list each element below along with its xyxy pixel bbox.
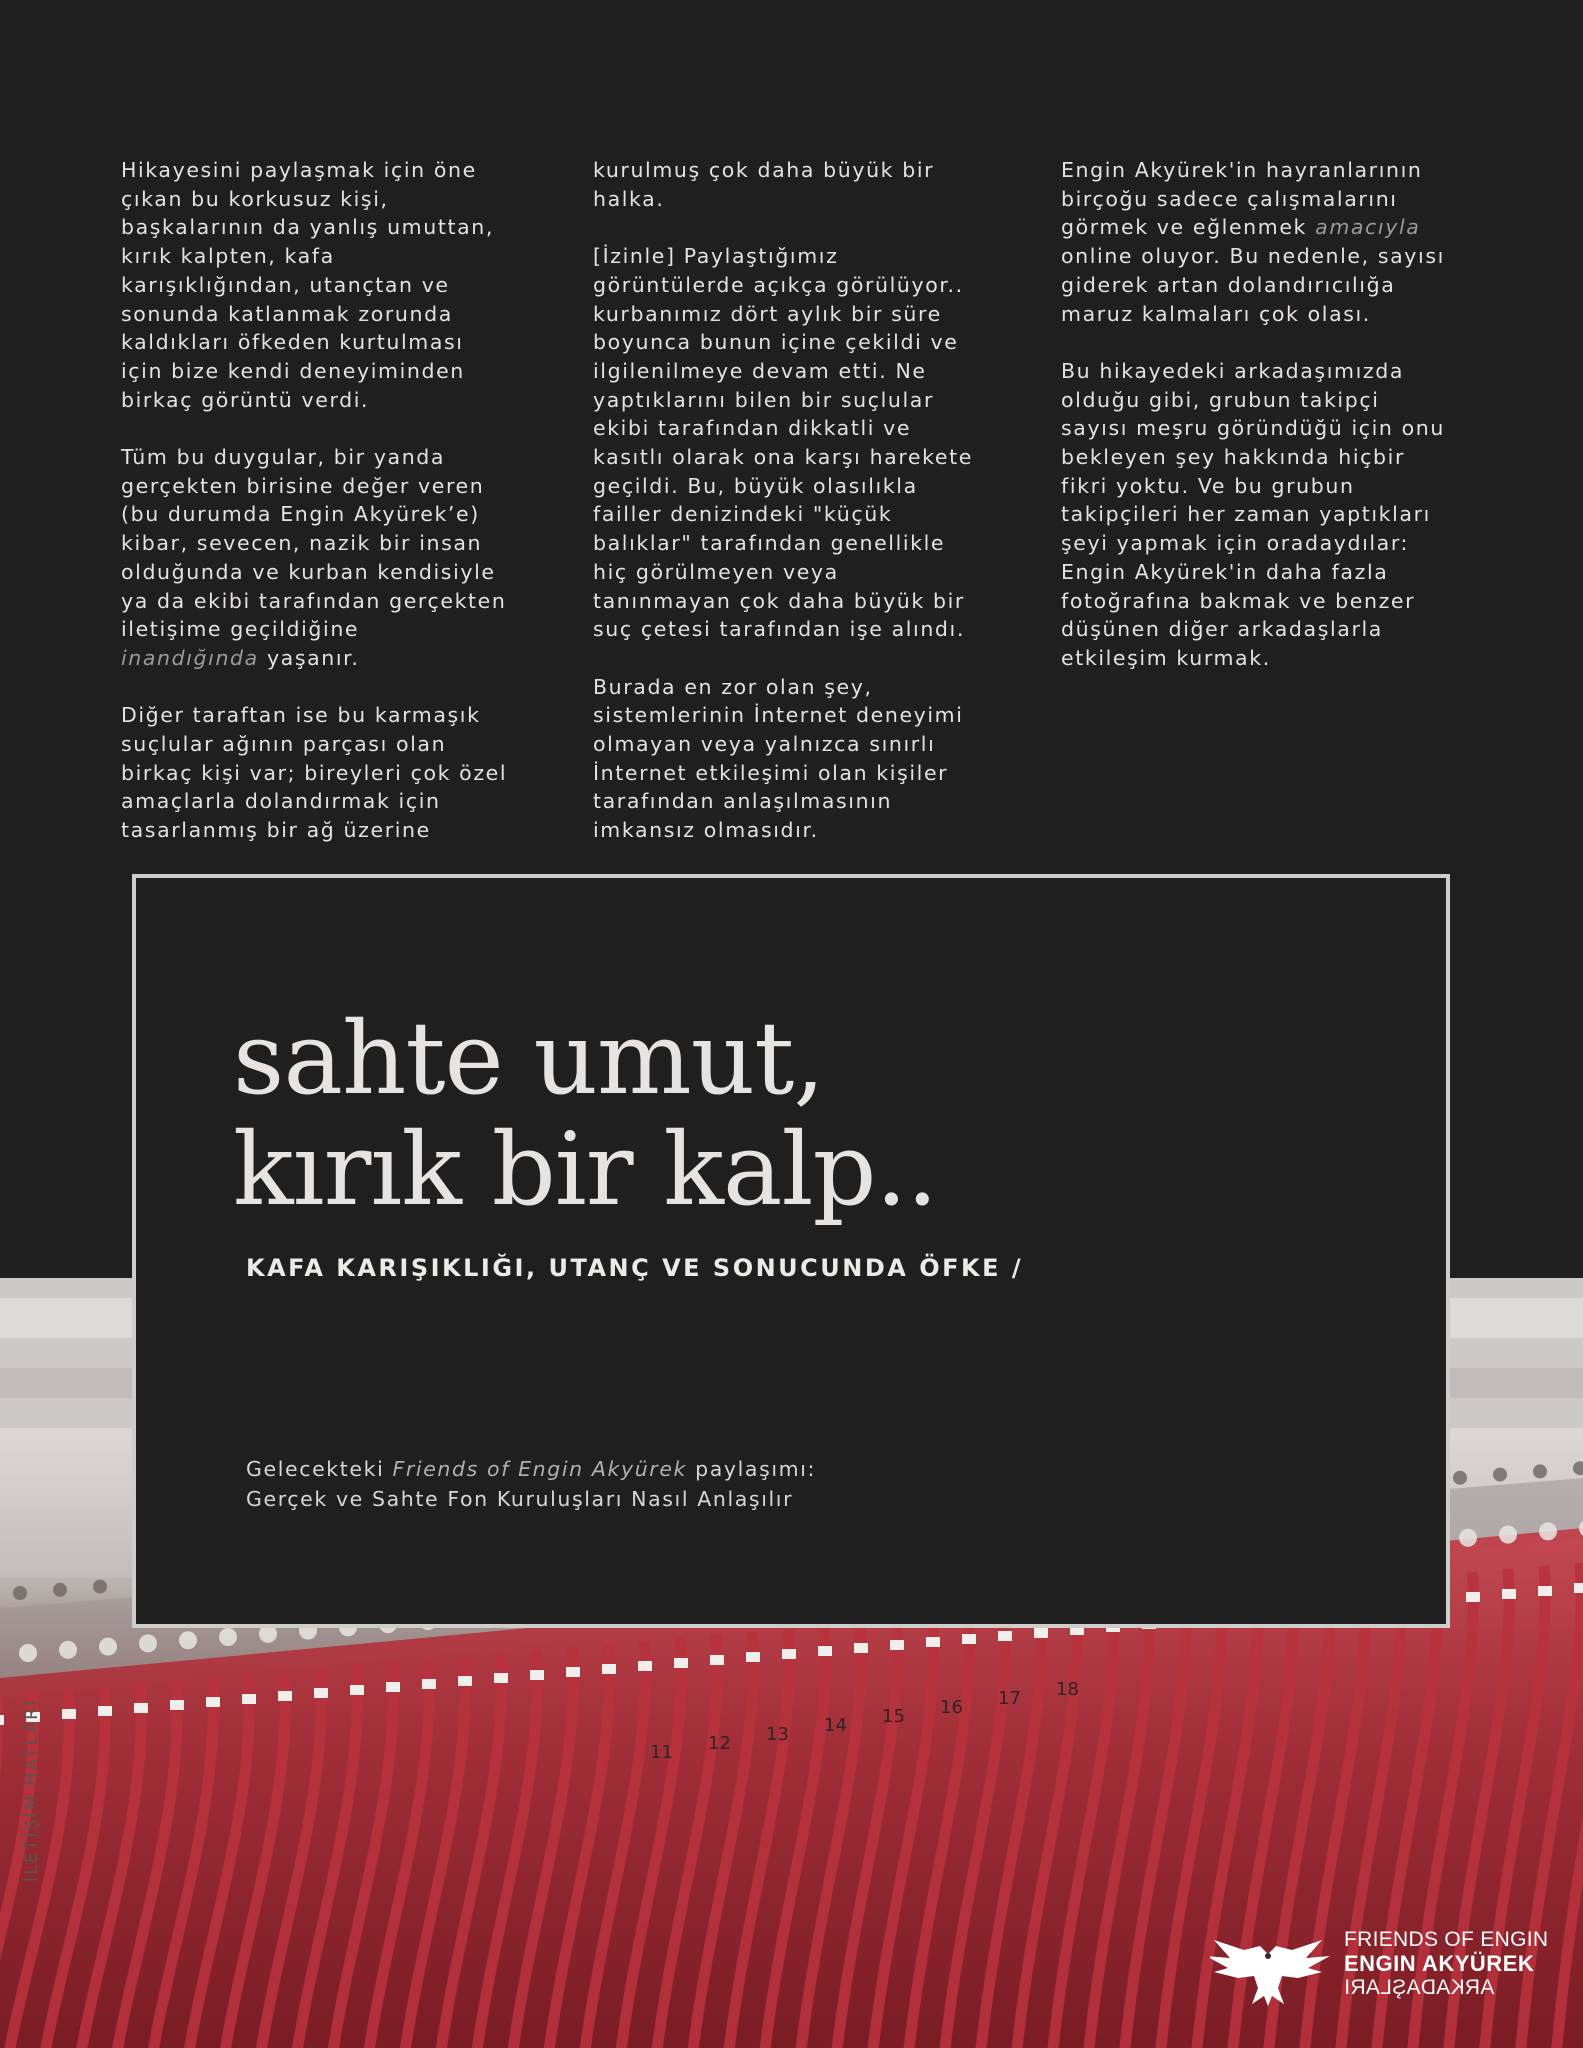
next-post-title: Gerçek ve Sahte Fon Kuruluşları Nasıl Anlaşılır <box>246 1487 794 1511</box>
cable-label-tag <box>134 1703 148 1713</box>
feature-subheading: KAFA KARIŞIKLIĞI, UTANÇ VE SONUCUNDA ÖFKE / <box>246 1254 1024 1282</box>
eagle-icon <box>1210 1926 1340 2008</box>
paragraph: Engin Akyürek'in hayranlarının birçoğu sadece çalışmalarını görmek ve eğlenmek amacıyla online oluyor. Bu nedenle, sayısı giderek artan dolandırıcılığa maruz kalmaları çok olası. <box>1061 158 1445 326</box>
paragraph: kurulmuş çok daha büyük bir halka. <box>593 158 935 211</box>
panel-port <box>1493 1468 1507 1482</box>
logo-line-1: FRIENDS OF ENGIN <box>1344 1928 1549 1951</box>
cable-label-tag <box>890 1640 904 1650</box>
cable-label-tag <box>530 1670 544 1680</box>
article-column-3 <box>1061 156 1476 701</box>
port-number: 13 <box>766 1724 789 1745</box>
cable-label-tag <box>314 1688 328 1698</box>
port-number: 18 <box>1056 1679 1079 1700</box>
cable-label-tag <box>638 1661 652 1671</box>
paragraph: Hikayesini paylaşmak için öne çıkan bu korkusuz kişi, başkalarının da yanlış umuttan, kırık kalpten, kafa karışıklığından, utançtan ve sonunda katlanmak zorunda kaldıkları öfkeden kurtulması için bize kendi deneyiminden birkaç görüntü verdi. <box>121 158 494 412</box>
panel-port <box>1539 1522 1557 1540</box>
panel-port <box>139 1634 157 1652</box>
cable-label-tag <box>458 1676 472 1686</box>
panel-port <box>13 1586 27 1600</box>
emphasis: amacıyla <box>1315 215 1421 240</box>
cable-label-tag <box>494 1673 508 1683</box>
cable-label-tag <box>422 1679 436 1689</box>
cable-label-tag <box>350 1685 364 1695</box>
port-number: 12 <box>708 1733 731 1754</box>
panel-port <box>1453 1471 1467 1485</box>
friends-of-engin-akyurek-logo <box>1210 1926 1550 2008</box>
port-number: 11 <box>650 1742 673 1763</box>
cable-label-tag <box>170 1700 184 1710</box>
cable-label-tag <box>242 1694 256 1704</box>
cable-label-tag <box>386 1682 400 1692</box>
cable-label-tag <box>1574 1583 1583 1593</box>
port-number: 15 <box>882 1706 905 1727</box>
cable-label-tag <box>602 1664 616 1674</box>
logo-line-3: ARKADAŞLARI <box>1344 1976 1495 1999</box>
panel-port <box>93 1580 107 1594</box>
feature-box <box>132 874 1450 1628</box>
panel-port <box>1533 1464 1547 1478</box>
paragraph: [İzinle] Paylaştığımız görüntülerde açıkça görülüyor.. kurbanımız dört aylık bir süre boyunca bunun içine çekildi ve ilgilenilmeye devam etti. Ne yaptıklarını bilen bir suçlular ekibi tarafından dikkatli ve kasıtlı olarak ona karşı harekete geçildi. Bu, büyük olasılıkla failler denizindeki "küçük balıklar" tarafından genellikle hiç görülmeyen veya tanınmayan çok daha büyük bir suç çetesi tarafından işe alındı. <box>593 244 973 642</box>
cable-label-tag <box>998 1631 1012 1641</box>
article-column-1 <box>121 156 536 874</box>
panel-port <box>1459 1529 1477 1547</box>
paragraph: Bu hikayedeki arkadaşımızda olduğu gibi, grubun takipçi sayısı meşru göründüğü için onu bekleyen şey hakkında hiçbir fikri yoktu. Ve bu grubun takipçileri her zaman yaptıkları şeyi yapmak için oradaydılar: Engin Akyürek'in daha fazla fotoğrafına bakmak ve benzer düşünen diğer arkadaşlarla etkileşim kurmak. <box>1061 358 1445 670</box>
article-column-2 <box>593 156 1008 874</box>
cable-label-tag <box>0 1715 4 1725</box>
paragraph: Burada en zor olan şey, sistemlerinin İnternet deneyimi olmayan veya yalnızca sınırlı İnternet etkileşimi olan kişiler tarafından anlaşılmasının imkansız olmasıdır. <box>593 674 964 843</box>
cable-label-tag <box>746 1652 760 1662</box>
port-number: 17 <box>998 1688 1021 1709</box>
panel-port <box>219 1628 237 1646</box>
cable-label-tag <box>206 1697 220 1707</box>
cable-label-tag <box>566 1667 580 1677</box>
cable-label-tag <box>782 1649 796 1659</box>
panel-port <box>59 1641 77 1659</box>
cable-label-tag <box>710 1655 724 1665</box>
paragraph: Diğer taraftan ise bu karmaşık suçlular ağının parçası olan birkaç kişi var; bireyleri çok özel amaçlarla dolandırmak için tasarlanmış bir ağ üzerine <box>121 703 508 843</box>
panel-port <box>1499 1526 1517 1544</box>
feature-headline: sahte umut, kırık bir kalp.. <box>233 1000 938 1228</box>
port-number: 14 <box>824 1715 847 1736</box>
cable-label-tag <box>278 1691 292 1701</box>
cable-label-tag <box>62 1709 76 1719</box>
port-number: 16 <box>940 1697 963 1718</box>
cable-label-tag <box>1034 1628 1048 1638</box>
cable-label-tag <box>818 1646 832 1656</box>
panel-port <box>53 1583 67 1597</box>
cable-label-tag <box>1538 1586 1552 1596</box>
cable-label-tag <box>98 1706 112 1716</box>
cable-label-tag <box>1502 1589 1516 1599</box>
brand-name: Friends of Engin Akyürek <box>392 1457 687 1481</box>
cable-label-tag <box>1466 1592 1480 1602</box>
paragraph: Tüm bu duygular, bir yanda gerçekten birisine değer veren (bu durumda Engin Akyürek’e) kibar, sevecen, nazik bir insan olduğunda ve kurban kendisiyle ya da ekibi tarafından gerçekten iletişime geçildiğine inandığında yaşanır. <box>121 445 507 670</box>
next-post-teaser: Gelecekteki Friends of Engin Akyürek paylaşımı: Gerçek ve Sahte Fon Kuruluşları Nasıl Anlaşılır <box>246 1457 817 1511</box>
logo-line-2: ENGIN AKYÜREK <box>1344 1951 1535 1976</box>
emphasis: inandığında <box>121 645 259 670</box>
panel-port <box>99 1638 117 1656</box>
cable-label-tag <box>854 1643 868 1653</box>
panel-port <box>179 1631 197 1649</box>
cable-label-tag <box>674 1658 688 1668</box>
cable-label-tag <box>926 1637 940 1647</box>
cable-label-tag <box>962 1634 976 1644</box>
section-label: İLETİŞİM HATLARI <box>22 1698 42 1882</box>
